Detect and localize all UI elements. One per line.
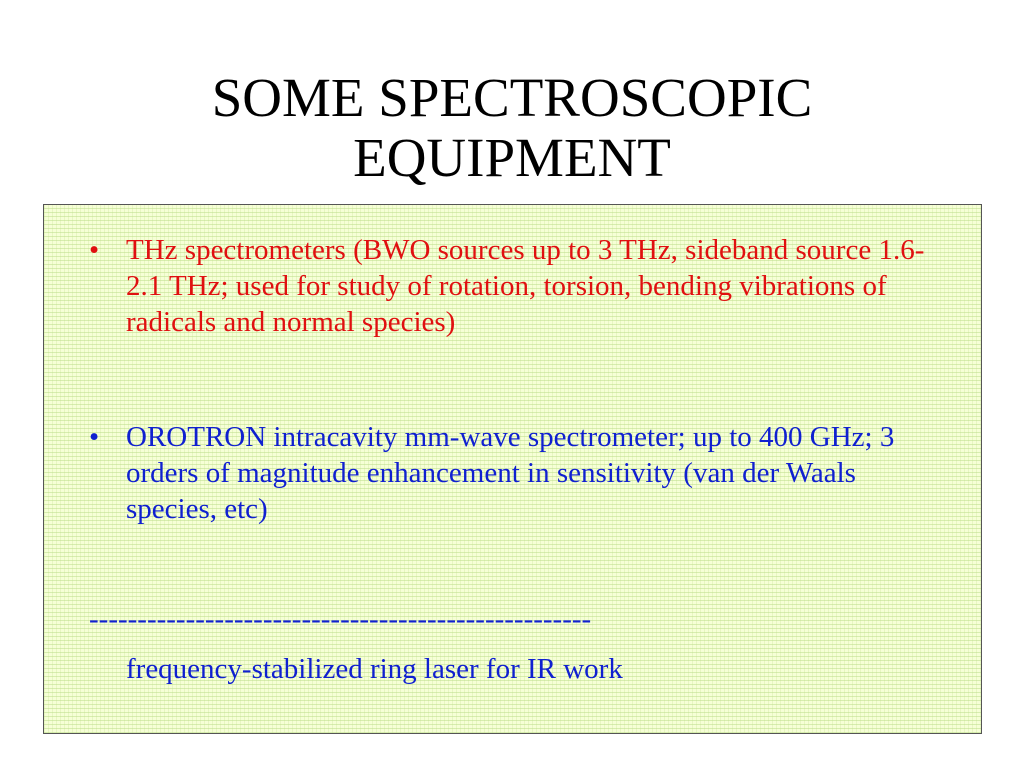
slide-title-line-1: SOME SPECTROSCOPIC xyxy=(211,67,813,128)
slide-title-line-2: EQUIPMENT xyxy=(353,127,671,188)
bullet-item-orotron xyxy=(44,419,944,527)
bullet-item-thz-spectrometers xyxy=(44,232,944,340)
slide-title xyxy=(0,68,1024,188)
ring-laser-line: frequency-stabilized ring laser for IR work xyxy=(126,653,623,685)
dashed-separator: ---------------------------------------------------- xyxy=(89,603,592,635)
content-box xyxy=(43,204,982,734)
bullet-text-thz-spectrometers: THz spectrometers (BWO sources up to 3 THz, sideband source 1.6-2.1 THz; used for study of rotation, torsion, bending vibrations of radicals and normal species) xyxy=(126,234,925,338)
bullet-marker: • xyxy=(89,234,100,266)
bullet-text-orotron: OROTRON intracavity mm-wave spectrometer; up to 400 GHz; 3 orders of magnitude enhancement in sensitivity (van der Waals species, etc) xyxy=(126,421,895,525)
bullet-marker: • xyxy=(89,421,100,453)
